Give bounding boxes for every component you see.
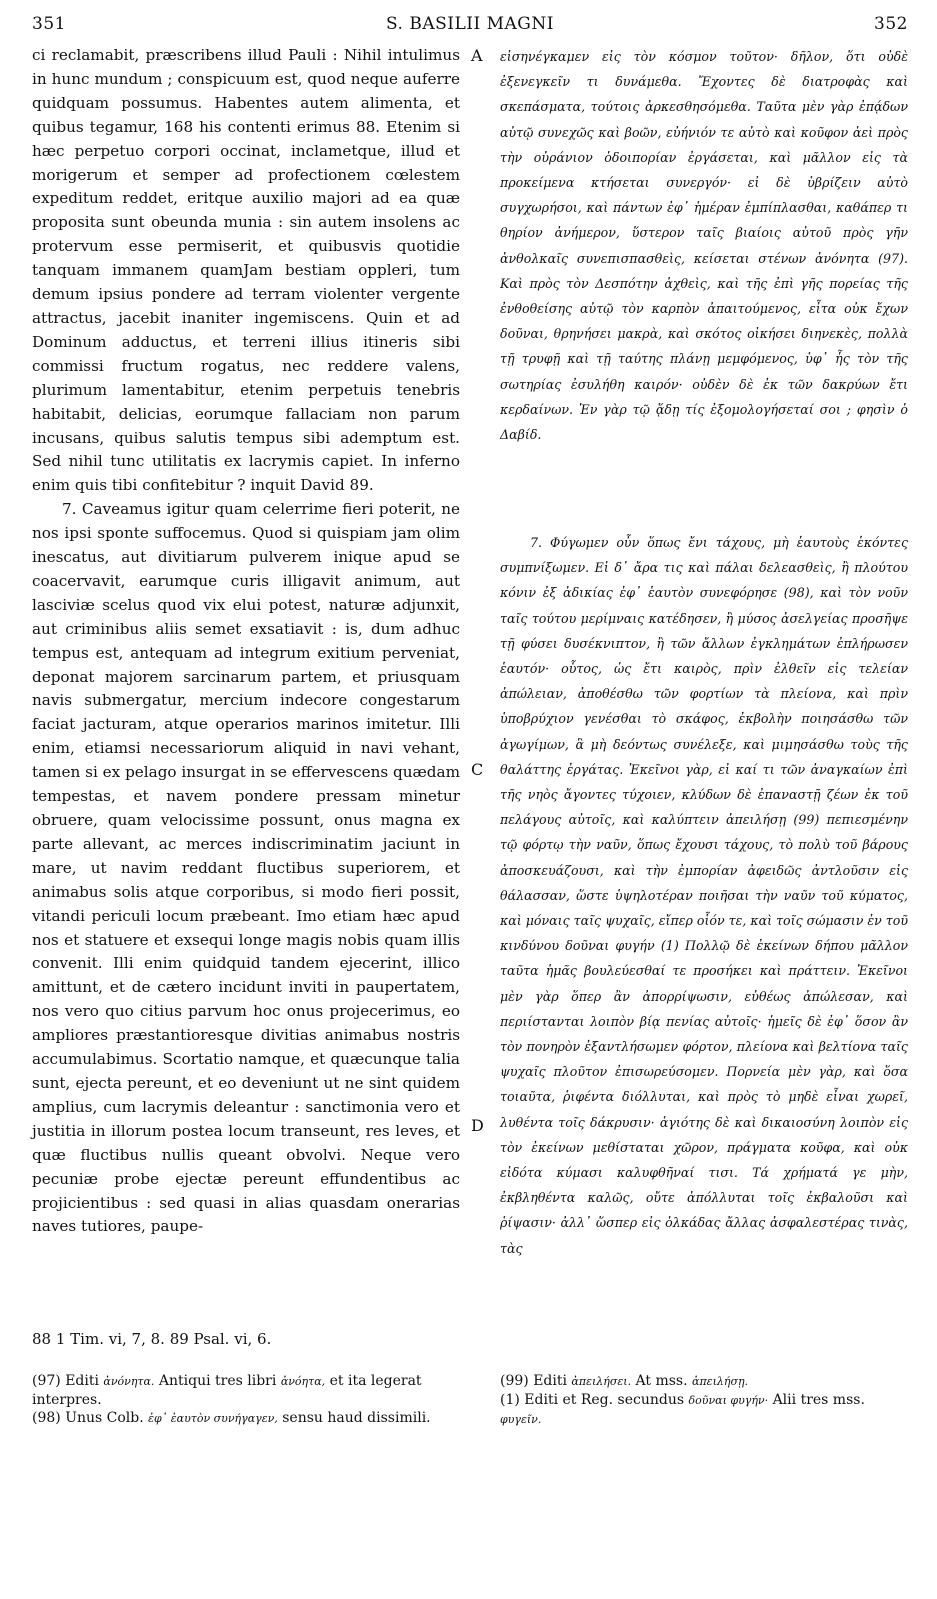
editorial-notes-left — [32, 1372, 460, 1428]
page-number-left: 351 — [32, 14, 66, 34]
greek-paragraph-2: 7. Φύγωμεν οὖν ὅπως ἔνι τάχους, μὴ ἑαυτοὺς ἑκόντες συμπνίξωμεν. Εἰ δ᾽ ἄρα τις καὶ πάλαι δελεασθεὶς, ἢ πλούτου κόνιν ἐξ ἀδικίας ἐφ᾽ ἑαυτὸν συνεφόρησε (98), καὶ τὸν νοῦν ταῖς τούτου μερίμναις κατέδησεν, ἢ μύσος ἀσελγείας προσῆψε τῇ φύσει δυσέκνιπτον, ἢ τῶν ἄλλων ἐγκλημάτων ἐπλήρωσεν ἑαυτόν· οὗτος, ὡς ἔτι καιρὸς, πρὶν ἐλθεῖν εἰς τελείαν ἀπώλειαν, ἀποθέσθω τῶν φορτίων τὰ πλείονα, καὶ πρὶν ὑποβρύχιον γενέσθαι τὸ σκάφος, ἐκβολὴν ποιησάσθω τῶν ἀγωγίμων, ἃ μὴ δεόντως συνέλεξε, καὶ μιμησάσθω τοὺς τῆς θαλάττης ἐργάτας. Ἐκεῖνοι γὰρ, εἰ καί τι τῶν ἀναγκαίων ἐπὶ τῆς νηὸς ἄγοντες τύχοιεν, κλύδων δὲ ἐπαναστῇ ζέων ἐκ τοῦ πελάγους αὐτοῖς, καὶ καλύπτειν ἀπειλήσῃ (99) πεπιεσμένην τῷ φόρτῳ τὴν ναῦν, ὅπως ἔχουσι τάχους, τὸ πολὺ τοῦ βάρους ἀποσκευάζουσι, καὶ τὴν ἐμπορίαν ἀφειδῶς ἀντλοῦσιν εἰς θάλασσαν, ὥστε ὑψηλοτέραν ποιῆσαι τὴν ναῦν τοῦ κύματος, καὶ μόναις ταῖς ψυχαῖς, εἴπερ οἷόν τε, καὶ τοῖς σώμασιν ἐν τοῦ κινδύνου δοῦναι φυγήν (1) Πολλῷ δὲ ἐκείνων δήπου μᾶλλον ταῦτα ἡμᾶς βουλεύεσθαί τε προσήκει καὶ πράττειν. Ἐκεῖνοι μὲν γὰρ ὅπερ ἂν ἀπορρίψωσιν, εὐθέως ἀπώλεσαν, καὶ περιίστανται λοιπὸν βίᾳ πενίας αὐτοῖς· ἡμεῖς δὲ ἐφ᾽ ὅσον ἂν τὸν πονηρὸν ἐξαντλήσωμεν φόρτον, πλείονα καὶ βελτίονα ταῖς ψυχαῖς πλοῦτον ἐπισωρεύσομεν. Πορνεία μὲν γὰρ, καὶ ὅσα τοιαῦτα, ῥιφέντα διόλλυται, καὶ πρὸς τὸ μηδὲ εἶναι χωρεῖ, λυθέντα τοῖς δάκρυσιν· ἁγιότης δὲ καὶ δικαιοσύνη λοιπὸν εἰς τὸν ἐκείνων μεθίσταται χῶρον, πράγματα κοῦφα, καὶ οὐκ εἰδότα κύμασι καλυφθῆναί τισι. Τά χρήματά γε μὴν, ἐκβληθέντα καλῶς, οὔτε ἀπόλλυται τοῖς ἐκβαλοῦσι καὶ ῥίψασιν· ἀλλ᾽ ὥσπερ εἰς ὁλκάδας ἄλλας ἀσφαλεστέρας τινὰς, τὰς — [500, 535, 909, 1256]
margin-marker-a: A — [471, 46, 483, 65]
margin-marker-c: C — [471, 760, 484, 779]
page-header — [32, 14, 908, 40]
greek-column-bottom — [500, 530, 908, 1261]
greek-column-top — [500, 44, 908, 447]
latin-paragraph-1: ci reclamabit, præscribens illud Pauli : Nihil intulimus in hunc mundum ; conspicuum est, quod neque auferre quidquam possumus. Habentes autem alimenta, et quibus tegamur, 168 his contenti erimus 88. Etenim si hæc perpetuo corpori occinat, inclametque, illud et morigerum et semper ad profectionem cœlestem expeditum reddet, eritque auxilio majori ad ea quæ proposita sunt obeunda munia : sin autem insolens ac protervum esse permiserit, et quibusvis quotidie tanquam immanem quamJam bestiam oppleri, tum demum ipsius pondere ad terram violenter vergente attractus, jacebit inaniter ingemiscens. Quin et ad Dominum adductus, et terreni illius itineris sibi commissi fructum rogatus, nec reddere valens, plurimum lamentabitur, etenim perpetuis tenebris habitabit, delicias, eorumque fallaciam non parum incusans, quibus salutis tempus sibi ademptum est. Sed nihil tunc utilitatis ex lacrymis capiet. In inferno enim quis tibi confitebitur ? inquit David 89. — [32, 46, 460, 495]
scripture-footnotes: 88 1 Tim. vi, 7, 8. 89 Psal. vi, 6. — [32, 1330, 272, 1348]
page-number-right: 352 — [874, 14, 908, 34]
margin-marker-d: D — [471, 1116, 484, 1135]
note-1: (1) Editi et Reg. secundus δοῦναι φυγήν· Alii tres mss. φυγεῖν. — [500, 1392, 865, 1426]
note-98: (98) Unus Colb. ἐφ᾽ ἑαυτὸν συνήγαγεν, sensu haud dissimili. — [32, 1410, 431, 1426]
latin-paragraph-2: 7. Caveamus igitur quam celerrime fieri poterit, ne nos ipsi sponte suffocemus. Quod si quispiam jam olim inescatus, aut divitiarum pulverem inique apud se coacervavit, earumque curis illigavit animum, aut lasciviæ scelus quod vix elui potest, naturæ adjunxit, aut criminibus aliis semet exsatiavit : is, dum adhuc tempus est, antequam ad integrum exitium perveniat, deponat majorem sarcinarum partem, et priusquam navis submergatur, mercium indecore congestarum faciat jacturam, atque operarios marinos imitetur. Illi enim, etiamsi necessariorum aliquid in navi vehant, tamen si ex pelago insurgat in se effervescens quædam tempestas, et navem pondere pressam minetur obruere, quam velocissime possunt, onus magna ex parte allevant, ac merces indiscriminatim jaciunt in mare, ut navim reddant fluctibus superiorem, et animabus solis atque corporibus, si modo fieri possit, vitandi periculi locum præbeant. Imo etiam hæc apud nos et statuere et exsequi longe magis nobis quam illis convenit. Illi enim quidquid tandem ejecerint, illico amittunt, et de cætero incidunt inviti in paupertatem, nos vero quo citius parvum hoc onus projecerimus, eo ampliores præstantioresque divitias animabus nostris accumulabimus. Scortatio namque, et quæcunque talia sunt, ejecta pereunt, et eo deveniunt ut ne sint quidem amplius, cum lacrymis deleantur : sanctimonia vero et justitia in illorum postea locum transeunt, res leves, et quæ fluctibus nullis queant obvolvi. Neque vero pecuniæ probe ejectæ pereunt effundentibus ac projicientibus : sed quasi in alias quasdam onerarias naves tutiores, paupe- — [32, 500, 460, 1236]
greek-paragraph-1: εἰσηνέγκαμεν εἰς τὸν κόσμον τοῦτον· δῆλον, ὅτι οὐδὲ ἐξενεγκεῖν τι δυνάμεθα. Ἔχοντες δὲ διατροφὰς καὶ σκεπάσματα, τούτοις ἀρκεσθησόμεθα. Ταῦτα μὲν γὰρ ἐπᾴδων αὐτῷ συνεχῶς καὶ βοῶν, εὐήνιόν τε αὐτὸ καὶ κοῦφον ἀεὶ πρὸς τὴν οὐράνιον ὁδοιπορίαν ἐργάσεται, καὶ μᾶλλον εἰς τὰ προκείμενα κτήσεται συνεργόν· εἰ δὲ ὑβρίζειν αὐτὸ συγχωρήσοι, καὶ πάντων ἐφ᾽ ἡμέραν ἐμπίπλασθαι, καθάπερ τι θηρίον ἀνήμερον, ὕστερον ταῖς βιαίοις αὐτοῦ πρὸς γῆν ἀνθολκαῖς συνεπισπασθεὶς, κείσεται στένων ἀνόνητα (97). Καὶ πρὸς τὸν Δεσπότην ἀχθεὶς, καὶ τῆς ἐπὶ γῆς πορείας τῆς ἐνθοθείσης αὐτῷ τὸν καρπὸν ἀπαιτούμενος, εἶτα οὐκ ἔχων δοῦναι, θρηνήσει μακρὰ, καὶ σκότος οἰκήσει διηνεκὲς, πολλὰ τῇ τρυφῇ καὶ τῇ ταύτης πλάνῃ μεμφόμενος, ὑφ᾽ ἧς τὸν τῆς σωτηρίας ἐσυλήθη καιρόν· οὐδὲν δὲ ἐκ τῶν δακρύων ἔτι κερδαίνων. Ἐν γὰρ τῷ ᾅδῃ τίς ἐξομολογήσεταί σοι ; φησὶν ὁ Δαβίδ. — [500, 49, 908, 443]
running-title: S. BASILII MAGNI — [386, 14, 554, 34]
latin-column — [32, 44, 460, 1239]
note-97: (97) Editi ἀνόνητα. Antiqui tres libri ἀνόητα, et ita legerat interpres. — [32, 1373, 422, 1408]
editorial-notes-right — [500, 1372, 908, 1429]
note-99: (99) Editi ἀπειλήσει. At mss. ἀπειλήσῃ. — [500, 1373, 749, 1389]
